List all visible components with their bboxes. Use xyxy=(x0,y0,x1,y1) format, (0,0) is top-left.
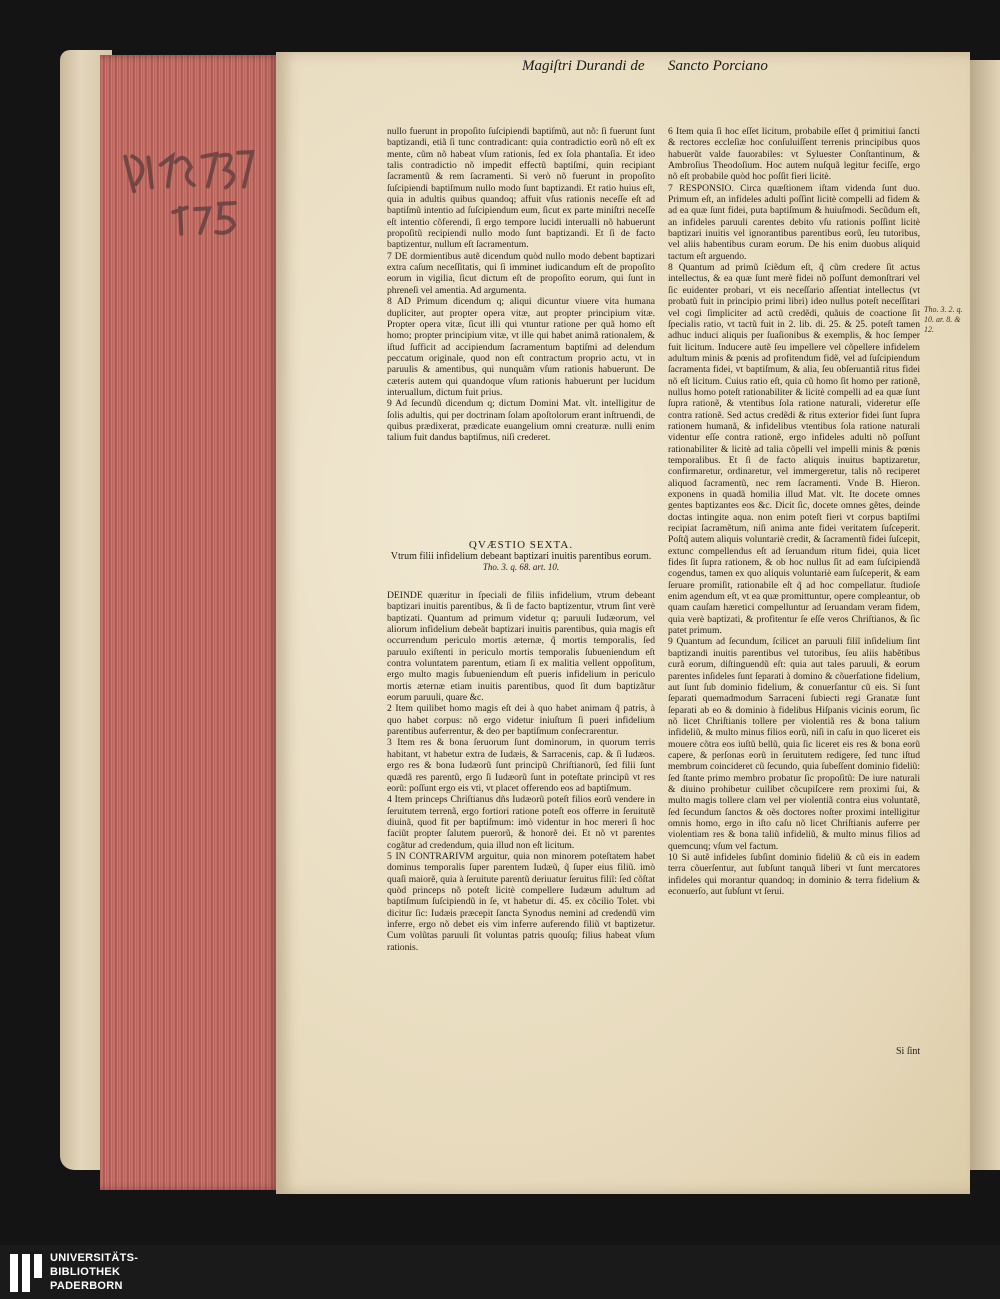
library-mark-icon xyxy=(8,1252,44,1294)
paragraph: 10 Si autẽ infideles ſubſint dominio fideliũ & cũ eis in eadem terra cõuerſentur, aut ſubſunt tanquã liberi vt ſunt mercatores infideles qui morantur quandoq; in dominio & terra fidelium & econuerſo, aut ſubſunt vt ſerui. xyxy=(668,852,920,898)
paragraph: 6 Item quia ſi hoc eſſet licitum, probabile eſſet q̃ primitiui ſancti & rectores eccleſiæ hoc conſuluiſſent terrenis principibus quos habuerũt valde fauorabiles: vt Syluester Conſtantinum, & Ambroſius Theodoſium. Hoc autem nuſquã legitur feciſſe, ergo nõ eſt probabile quòd hoc poſſit fieri licitè. xyxy=(668,126,920,183)
pencil-shelfmark xyxy=(119,129,275,247)
page-block-red-edge xyxy=(100,55,280,1190)
paragraph: DEINDE quæritur in ſpeciali de filiis infidelium, vtrum debeant baptizari inuitis parentibus, & ſi de facto baptizentur, vtrum ſint verè baptizati. Quantum ad primum videtur q; paruuli Iudæorum, vel aliorum infidelium debeãt baptizari inuitis parentibus, quia magis eſt occurrendum periculo mortis æternæ, q̃ mortis temporalis, ſed paruulo exiſtenti in periculo mortis temporalis ſubueniendum eſt contra voluntatem parentum, etiam ſi ex malitia vellent oppoſitum, ergo multo magis ſubueniendum eſt pueris infidelium in periculo mortis æternæ etiam inuitis parentibus, quod ſit dum baptizãtur eorum paruuli, quare &c. xyxy=(387,590,655,704)
catchword: Si ſint xyxy=(896,1046,921,1057)
paragraph: 2 Item quilibet homo magis eſt dei à quo habet animam q̃ patris, à quo habet corpus: nõ ergo videtur iniuſtum ſi pueri infidelium parentibus auferrentur, & deo per baptiſmum conſecrarentur. xyxy=(387,703,655,738)
left-column-bottom xyxy=(387,590,655,1050)
paragraph: 3 Item res & bona ſeruorum ſunt dominorum, in quorum terris habitant, vt habetur extra de Iudæis, & Sarracenis, cap. & ſi Iudæos. ergo res & bona Iudæorũ ſunt principũ Chriſtianorũ, ſed filii ſunt quædã res parentũ, ergo ſi Iudæorũ ſunt in poteſtate principũ vt res eorũ: poſſunt ergo eis vti, vt placet offerendo eos ad baptiſmum. xyxy=(387,737,655,794)
right-column xyxy=(668,126,920,1066)
paragraph: 9 Ad ſecundũ dicendum q; dictum Domini Mat. vlt. intelligitur de ſolis adultis, qui per doctrinam ſolam apoſtolorum erant inſtruendi, de quibus prædixerat, prædicate euangelium omni creaturæ. nulli enim talium fuit dandus baptiſmus, niſi crederet. xyxy=(387,398,655,444)
question-heading xyxy=(387,540,655,573)
running-head-right: Sancto Porciano xyxy=(668,58,768,74)
library-name-line: BIBLIOTHEK xyxy=(50,1266,121,1278)
running-head-left: Magiſtri Durandi de xyxy=(522,58,645,74)
facing-page-edge xyxy=(970,60,1000,1170)
question-reference: Tho. 3. q. 68. art. 10. xyxy=(482,562,560,572)
paragraph: 4 Item princeps Chriſtianus dñs Iudæorũ poteſt filios eorũ vendere in ſeruitutem terrenã, ergo fortiori ratione poteſt eos offerre in ſeruitutẽ diuinã, quod fit per baptiſmum: imò videntur in hoc mereri ſi hoc faciũt propter ſalutem puerorũ, & honorẽ dei. Et nõ vt parentes cogãtur ad credendum, quia illud non eſt licitum. xyxy=(387,794,655,851)
paragraph: 8 AD Primum dicendum q; aliqui dicuntur viuere vita humana dupliciter, aut propter opera vitæ, aut propter principium vitæ. Propter opera vitæ, ſicut illi qui vtuntur ratione per quã homo eſt homo; propter principium vitæ, vt ille qui habet animã rationalem, & iſtud ſufficit ad accipiendum ſacramentum baptiſmi ad delendum peccatum originale, quod non eſt contractum proprio actu, vt in paruulis & amentibus, qui nunquãm vſum rationis habuerunt. De cæteris autem qui quandoque vſum rationis habuerunt per lucidum interuallum, dictum fuit prius. xyxy=(387,296,655,398)
paragraph: 7 RESPONSIO. Circa quæſtionem iſtam videnda ſunt duo. Primum eſt, an infideles adulti poſſint licitè compelli ad fidem & ad ea quæ ſunt fidei, puta baptiſmum & huiuſmodi. Secũdum eſt, an infideles paruuli carentes debito vſu rationis poſſint licitè baptizari inuitis vel ignorantibus parentibus eorũ, ſeu tutoribus, vel aliis habentibus curam eorum. De his enim duobus aliquid tactum eſt arguendo. xyxy=(668,182,920,262)
paragraph: 5 IN CONTRARIVM arguitur, quia non minorem poteſtatem habet dominus temporalis ſuper parentem Iudæũ, q̃ ſuper eius filiũ. imò quaſi maiorẽ, quia à ſeruitute parentũ deriuatur ſeruitus filiĩ: ſed cõſtat quòd princeps nõ poteſt licitè compellere Iudæum adultum ad baptiſmum ſuſcipiendũ in ſe, vt habetur di. 45. ex cõcilio Tolet. vbi dicitur ſic: Iudæis præcepit ſancta Synodus nemini ad credendũ vim inferre, ergo nõ debet eis vim inferre auferendo filiũ vt baptizetur. Cum volũtas paruuli ſit voluntas patris quouſq; filius habeat vſum rationis. xyxy=(387,850,655,953)
paragraph: 9 Quantum ad ſecundum, ſcilicet an paruuli filiĩ inſidelium ſint baptizandi inuitis parentibus vel tutoribus, ſeu aliis habẽtibus curã eorum, diſtinguendũ eſt: quia aut tales paruuli, & eorum parentes inſideles ſunt ſeparati à domino & cõuerſatione fidelium, aut ſunt ſub dominio fidelium, & conuerſantur cũ eis. Si ſunt ſeparati quemadmodum Sarraceni ſubiecti regi Granatæ ſunt ſeparati ab eo & dominio à fidelibus Hiſpanis vicinis eorum, ſic nõ licet Chriſtianis tollere per violentiã res & bona talium infideliũ, & multo minus filios eorũ, niſi in caſu in quo liceret eis mouere cõtra eos iuſtũ bellũ, quia ſic liceret eis res & bona eorũ capere, & perſonas eorũ in ſeruitutem redigere, ſed tunc iſtud membrum coincideret cũ ſecundo, quia ſubeſſent dominio fideliũ: ſed ſtante primo membro probatur ſic propoſitũ: De iure naturali & diuino prohibetur cuilibet cõcupiſcere rem proximi ſui, & multo magis tollere clam vel per violentiã contra eius voluntatẽ, ſed ſecundum ſanctos & oẽs doctores noſter proximi intelligitur omnis homo, ergo in iſto caſu nõ licet Chriſtianis auferre per violentiam res & bona taliũ infideliũ, & multo minus filios ad quemcunq; vſum vel factum. xyxy=(668,636,920,852)
left-column-top xyxy=(387,126,655,531)
library-name xyxy=(50,1251,138,1293)
question-title: QVÆSTIO SEXTA. xyxy=(468,539,574,551)
margin-note: Tho. 3. 2. q. 10. ar. 8. & 12. xyxy=(924,305,963,334)
library-name-line: UNIVERSITÄTS- xyxy=(50,1252,139,1264)
library-logo xyxy=(0,1248,1000,1299)
paragraph: 8 Quantum ad primũ ſciẽdum eſt, q̃ cũm credere ſit actus intellectus, & ea quæ ſunt merè fidei nõ poſſunt demonſtrari vel ſic euidenter probari, vt eis neceſſario aſſentiat intellectus (vt probatũ fuit in principio primi libri) ideo nullus poteſt neceſſitari vel cogi ſimpliciter ad actũ credẽdi, quãuis de coactione ſit ſpecialis ratio, vt tactũ fuit in 2. lib. di. 25. & 25. poteſt tamen adhuc induci aliquis per ſuaſionibus & exemplis, & hoc ſemper fuit licitum. Inducere autẽ ſeu impellere vel cõpellere infidelem adultum minis & pœnis ad profitendum fidẽ, vel ad ſuſcipiendum ſacramenta fidei, vt baptiſmum, & alia, ſeu obſeruantiã ritus fidei nõ eſt licitum. Cuius ratio eſt, quia cũ homo ſit homo per rationẽ, nullus homo poteſt rationabiliter & licitè compelli ad ea quæ ſunt ſupra rationẽ, & vtentibus ſola ratione naturali, videretur eſſe contra rationẽ. Sed actus credẽdi & ritus exterior fidei ſunt ſupra rationem humanã, & infidelibus vtentibus ſola ratione naturali videntur eſſe contra rationẽ, ergo infideles adulti nõ poſſunt rationabiliter & licitè ad talia cõpelli vel impelli minis & pœnis temporalibus. Et ſi de facto aliquis inuitus baptizaretur, confirmaretur, ordinaretur, vel immergeretur, talis nõ reciperet aliquod ſacramentũ, nec rem ſacramenti. Vnde B. Hieron. exponens in quadã homilia illud Mat. vlt. Ite docete omnes gentes baptizantes eos &c. Dicit ſic, docete omnes gẽtes, deinde doctas intingite aqua. non enim poteſt fieri vt corpus baptiſmi recipiat ſacramẽtum, niſi anima ante fidei veritatem ſuſceperit. Poſtq̃ autem aliquis voluntariè credit, & ſacramentũ fidei ſuſcepit, extunc compellendus eſt ad ſeruandum ritum fidei, quia licet fides ſit ſupra rationem, & ob hoc nullus ſit ad eam ſuſcipiendã cogendus, tamen ex quo aliquis voluntariè eam ſuſceperit, & eam ſeruare promiſit, rationabile eſt q̃ ad hoc compellatur. ſtudioſe enim agendum eſt, vt ea quæ promittuntur, opere compleantur, ob quam cauſam hæretici compelluntur ad ſeruandam veram fidem, quia verè baptizati, & profitentur ſe eſſe veros Chriſtianos, & ſic patet primum. xyxy=(668,262,920,637)
paragraph: nullo fuerunt in propoſito ſuſcipiendi baptiſmũ, aut nõ: ſi fuerunt ſunt baptizandi, etiã ſi tunc contradicant: quia contradictio eorũ nõ eſt ex mente, cũm nõ habeat vſum rationis, ſed ex ſola phantaſia. Et ideo talis contradictio nõ impedit effectũ baptiſmi, quin recipiant ſacramentũ & rem ſacramenti. Si verò nõ fuerunt in propoſito ſuſcipiendi baptiſmum nullo modo ſunt baptizandi. Et ratio huius eſt, quia in adultis quibus quandoq; affuit vſus rationis neceſſe eſt ad baptiſmũ intentio ad ſuſcipiendum eum, ſicut ex parte miniſtri neceſſe eſt intentio cõferendi, ſi ergo tempore lucidi interualli nõ habuerunt propoſitũ recipiendi nullo modo ſunt baptizandi. Et ſi de facto baptizentur, nullum eſt ſacramentum. xyxy=(387,126,655,251)
library-name-line: PADERBORN xyxy=(50,1280,123,1292)
question-subtitle: Vtrum filii infidelium debeant baptizari inuitis parentibus eorum. xyxy=(390,551,652,562)
paragraph: 7 DE dormientibus autẽ dicendum quòd nullo modo debent baptizari extra caſum neceſſitatis, qui ſi imminet iudicandum eſt de propoſito eorum in vigilia, ſicut dictum eſt de propoſito eorum, qui ſunt in phreneſi vel amentia. Ad argumenta. xyxy=(387,250,655,296)
